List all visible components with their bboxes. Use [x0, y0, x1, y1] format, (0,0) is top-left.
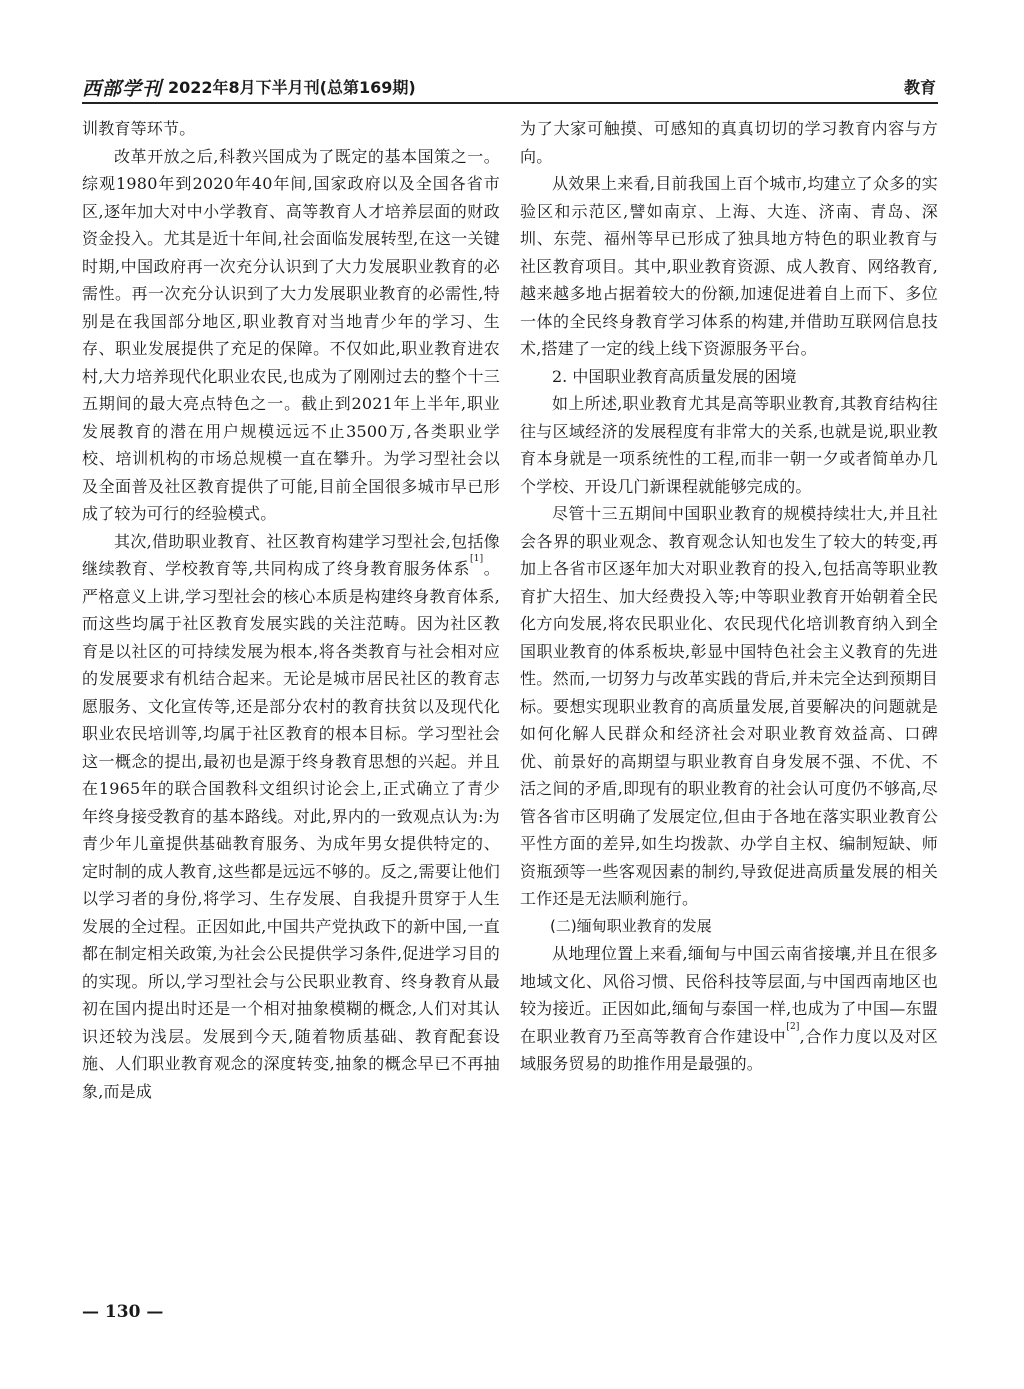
paragraph: 训教育等环节。: [82, 119, 196, 138]
page-number: — 130 —: [82, 1302, 164, 1322]
paragraph-text: 。严格意义上讲,学习型社会的核心本质是构建终身教育体系,而这些均属于社区教育发展实践的关注范畴。因为社区教育是以社区的可持续发展为根本,将各类教育与社会相对应的发展要求有机结合起来。无论是城市居民社区的教育志愿服务、文化宣传等,还是部分农村的教育扶贫以及现代化职业农民培训等,均属于社区教育的根本目标。学习型社会这一概念的提出,最初也是源于终身教育思想的兴起。并且在1965年的联合国教科文组织讨论会上,正式确立了青少年终身接受教育的基本路线。对此,界内的一致观点认为:为青少年儿童提供基础教育服务、为成年男女提供特定的、定时制的成人教育,这些都是远远不够的。反之,需要让他们以学习者的身份,将学习、生存发展、自我提升贯穿于人生发展的全过程。正因如此,中国共产党执政下的新中国,一直都在制定相关政策,为社会公民提供学习条件,促进学习目的的实现。所以,学习型社会与公民职业教育、终身教育从最初在国内提出时还是一个相对抽象模糊的概念,人们对其认识还较为浅层。发展到今天,随着物质基础、教育配套设施、人们职业教育观念的深度转变,抽象的概念早已不再抽象,而是成: [82, 559, 500, 1101]
right-column: [520, 115, 938, 1078]
paragraph: 从效果上来看,目前我国上百个城市,均建立了众多的实验区和示范区,譬如南京、上海、大连、济南、青岛、深圳、东莞、福州等早已形成了独具地方特色的职业教育与社区教育项目。其中,职业教育资源、成人教育、网络教育,越来越多地占据着较大的份额,加速促进着自上而下、多位一体的全民终身教育学习体系的构建,并借助互联网信息技术,搭建了一定的线上线下资源服务平台。: [520, 174, 938, 358]
section-heading: (二)缅甸职业教育的发展: [550, 916, 712, 935]
paragraph: 改革开放之后,科教兴国成为了既定的基本国策之一。综观1980年到2020年40年间,国家政府以及全国各省市区,逐年加大对中小学教育、高等教育人才培养层面的财政资金投入。尤其是近十年间,社会面临发展转型,在这一关键时期,中国政府再一次充分认识到了大力发展职业教育的必需性。再一次充分认识到了大力发展职业教育的必需性,特别是在我国部分地区,职业教育对当地青少年的学习、生存、职业发展提供了充足的保障。不仅如此,职业教育进农村,大力培养现代化职业农民,也成为了刚刚过去的整个十三五期间的最大亮点特色之一。截止到2021年上半年,职业发展教育的潜在用户规模远远不止3500万,各类职业学校、培训机构的市场总规模一直在攀升。为学习型社会以及全面普及社区教育提供了可能,目前全国很多城市早已形成了较为可行的经验模式。: [82, 146, 500, 523]
paragraph-text: 从地理位置上来看,缅甸与中国云南省接壤,并且在很多地域文化、风俗习惯、民俗科技等层面,与中国西南地区也较为接近。正因如此,缅甸与泰国一样,也成为了中国—东盟在职业教育乃至高等教育合作建设中: [520, 944, 938, 1046]
paragraph: 尽管十三五期间中国职业教育的规模持续壮大,并且社会各界的职业观念、教育观念认知也发生了较大的转变,再加上各省市区逐年加大对职业教育的投入,包括高等职业教育扩大招生、加大经费投入等;中等职业教育开始朝着全民化方向发展,将农民职业化、农民现代化培训教育纳入到全国职业教育的体系板块,彰显中国特色社会主义教育的先进性。然而,一切努力与改革实践的背后,并未完全达到预期目标。要想实现职业教育的高质量发展,首要解决的问题就是如何化解人民群众和经济社会对职业教育效益高、口碑优、前景好的高期望与职业教育自身发展不强、不优、不活之间的矛盾,即现有的职业教育的社会认可度仍不够高,尽管各省市区明确了发展定位,但由于各地在落实职业教育公平性方面的差异,如生均拨款、办学自主权、编制短缺、师资瓶颈等一些客观因素的制约,导致促进高质量发展的相关工作还是无法顺利施行。: [520, 504, 938, 908]
citation-ref: [2]: [786, 1021, 800, 1032]
running-header: [82, 72, 938, 104]
paragraph-text: ,合作力度以及对区域服务贸易的助推作用是最强的。: [520, 1026, 938, 1073]
paragraph: 如上所述,职业教育尤其是高等职业教育,其教育结构往往与区域经济的发展程度有非常大的关系,也就是说,职业教育本身就是一项系统性的工程,而非一朝一夕或者简单办几个学校、开设几门新课程就能够完成的。: [520, 394, 938, 496]
left-column: [82, 115, 500, 1105]
issue-info: 2022年8月下半月刊(总第169期): [168, 78, 416, 97]
paragraph-text: 其次,借助职业教育、社区教育构建学习型社会,包括像继续教育、学校教育等,共同构成了终身教育服务体系: [82, 531, 500, 578]
paragraph: [520, 940, 938, 1078]
section-heading: 2. 中国职业教育高质量发展的困境: [552, 366, 797, 386]
citation-ref: [1]: [470, 554, 484, 564]
section-name: 教育: [903, 78, 936, 97]
paragraph: 为了大家可触摸、可感知的真真切切的学习教育内容与方向。: [520, 119, 938, 166]
paragraph: [82, 528, 500, 1106]
journal-logo: 西部学刊: [82, 78, 163, 100]
